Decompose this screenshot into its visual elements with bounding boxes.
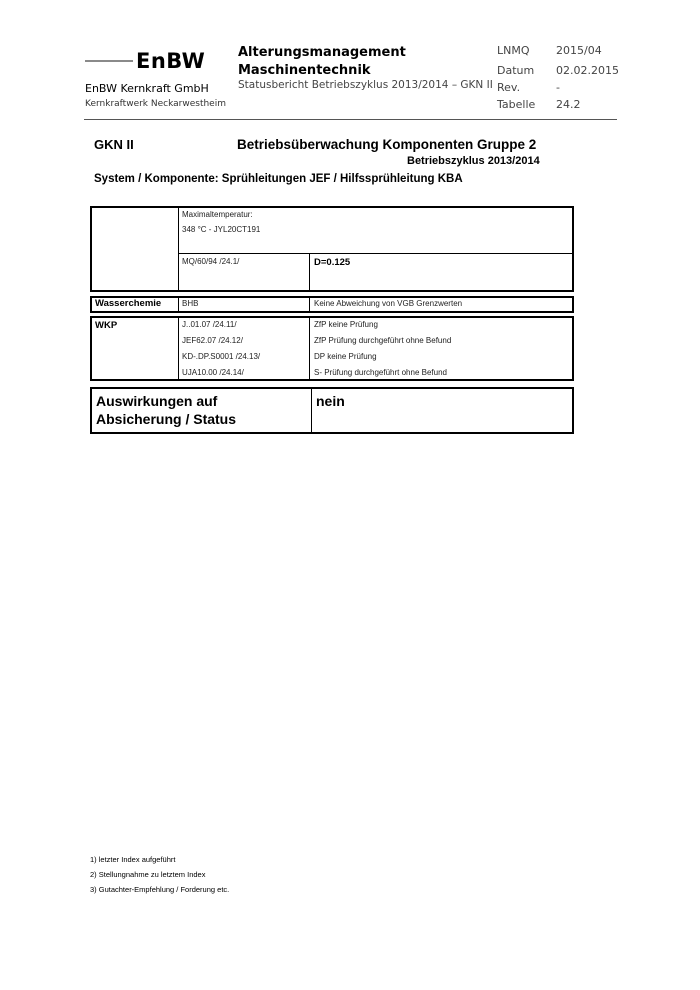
divider: [309, 253, 310, 292]
document-subtitle: Statusbericht Betriebszyklus 2013/2014 – GKN II: [238, 79, 493, 91]
section-title: Betriebsüberwachung Komponenten Gruppe 2: [237, 137, 537, 152]
meta-label-lnmq: LNMQ: [497, 44, 530, 57]
max-temp-label: Maximaltemperatur:: [182, 210, 253, 219]
max-temp-value: 348 °C - JYL20CT191: [182, 225, 261, 234]
impact-label: [96, 392, 236, 428]
unit-label: GKN II: [94, 137, 134, 152]
header-divider: [84, 119, 617, 120]
meta-label-tabelle: Tabelle: [497, 98, 536, 111]
temp-reference: MQ/60/94 /24.1/: [182, 257, 240, 266]
wkp-result: DP keine Prüfung: [314, 352, 377, 361]
footnote: 1) letzter Index aufgeführt: [90, 855, 176, 864]
meta-value-tabelle: 24.2: [556, 98, 581, 111]
meta-value-datum: 02.02.2015: [556, 64, 619, 77]
impact-label-line1: Auswirkungen auf: [96, 393, 218, 409]
company-name: EnBW Kernkraft GmbH: [85, 82, 209, 95]
divider: [178, 316, 179, 381]
divider: [309, 316, 310, 381]
wkp-ref: JEF62.07 /24.12/: [182, 336, 243, 345]
plant-name: Kernkraftwerk Neckarwestheim: [85, 99, 226, 109]
divider: [311, 387, 312, 434]
footnote: 2) Stellungnahme zu letztem Index: [90, 870, 206, 879]
wkp-result: ZfP keine Prüfung: [314, 320, 378, 329]
divider: [178, 296, 179, 313]
temperature-box: [90, 206, 574, 292]
footnote: 3) Gutachter-Empfehlung / Forderung etc.: [90, 885, 230, 894]
document-title-line2: Maschinentechnik: [238, 63, 371, 78]
system-component-title: System / Komponente: Sprühleitungen JEF / Hilfssprühleitung KBA: [94, 173, 463, 185]
impact-label-line2: Absicherung / Status: [96, 411, 237, 427]
water-chemistry-ref: BHB: [182, 299, 199, 308]
divider: [178, 253, 574, 254]
section-cycle: Betriebszyklus 2013/2014: [407, 155, 540, 167]
wkp-result: ZfP Prüfung durchgeführt ohne Befund: [314, 336, 452, 345]
meta-label-rev: Rev.: [497, 81, 521, 94]
meta-value-rev: -: [556, 81, 560, 94]
water-chemistry-text: Keine Abweichung von VGB Grenzwerten: [314, 299, 463, 308]
wkp-ref: J..01.07 /24.11/: [182, 320, 237, 329]
company-logo: EnBW: [136, 49, 206, 73]
divider: [309, 296, 310, 313]
water-chemistry-label: Wasserchemie: [95, 298, 162, 309]
divider: [178, 206, 179, 292]
wkp-ref: KD-.DP.S0001 /24.13/: [182, 352, 261, 361]
meta-value-lnmq: 2015/04: [556, 44, 602, 57]
document-title: [238, 44, 406, 80]
wkp-ref: UJA10.00 /24.14/: [182, 368, 244, 377]
logo-line: [85, 60, 133, 62]
d-value: D=0.125: [314, 257, 351, 268]
impact-value: nein: [316, 393, 345, 409]
wkp-result: S- Prüfung durchgeführt ohne Befund: [314, 368, 447, 377]
document-title-line1: Alterungsmanagement: [238, 45, 406, 60]
wkp-label: WKP: [95, 320, 118, 331]
meta-label-datum: Datum: [497, 64, 535, 77]
